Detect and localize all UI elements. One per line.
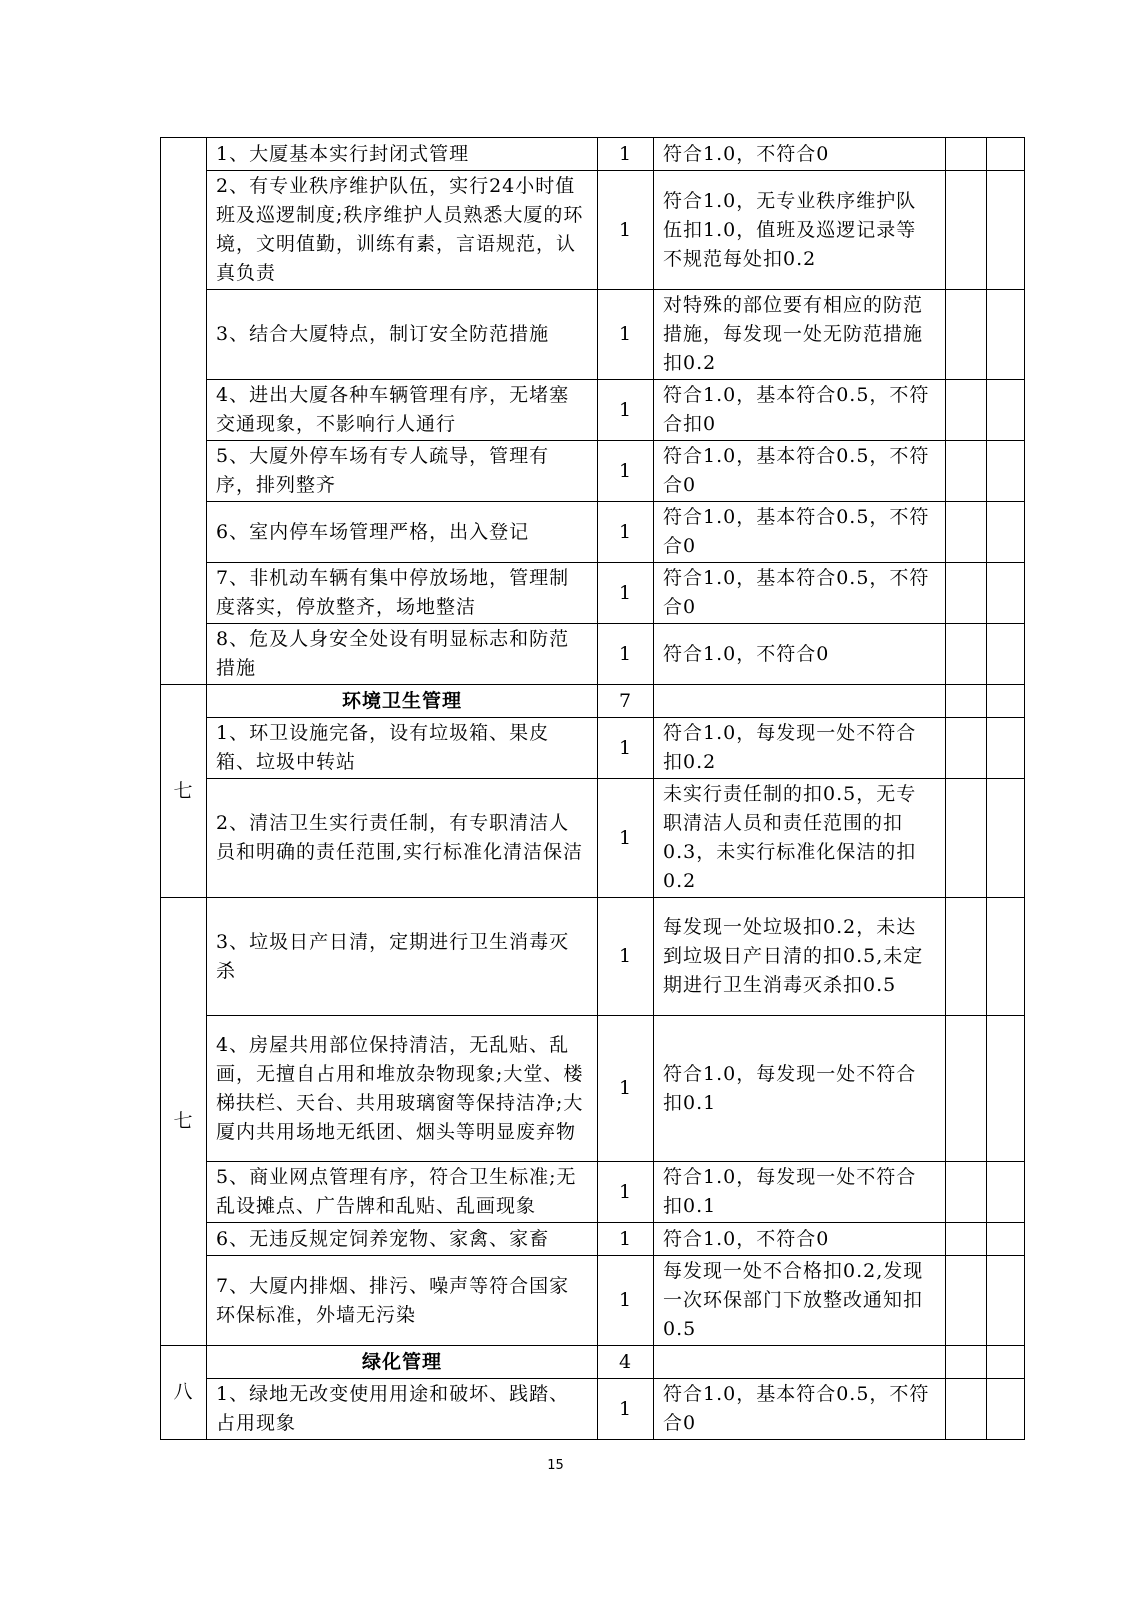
section-number: 七 [173,779,194,802]
table-row [161,171,1025,290]
criterion-cell: 3、结合大厦特点，制订安全防范措施 [207,290,598,380]
scoring-rule-cell: 符合1.0，基本符合0.5，不符合0 [654,1379,946,1440]
table-row [161,1379,1025,1440]
blank-cell [946,290,987,380]
scoring-rule-cell: 符合1.0，无专业秩序维护队伍扣1.0，值班及巡逻记录等不规范每处扣0.2 [654,171,946,290]
scoring-rule-cell: 符合1.0，每发现一处不符合扣0.1 [654,1016,946,1162]
score-cell: 1 [598,290,654,380]
section-number: 七 [173,1110,194,1132]
score-cell: 1 [598,1256,654,1346]
scoring-rule-cell [654,685,946,718]
scoring-rule-cell: 符合1.0，基本符合0.5，不符合0 [654,441,946,502]
table-row [161,380,1025,441]
scoring-rule-cell: 符合1.0，每发现一处不符合扣0.1 [654,1162,946,1223]
blank-cell [946,1379,987,1440]
blank-cell [946,171,987,290]
criterion-cell: 6、室内停车场管理严格，出入登记 [207,502,598,563]
scoring-rule-cell [654,1346,946,1379]
score-cell: 1 [598,563,654,624]
scoring-rule-cell: 符合1.0，不符合0 [654,138,946,171]
scoring-rule-cell: 符合1.0，基本符合0.5，不符合扣0 [654,380,946,441]
criterion-cell: 1、绿地无改变使用用途和破坏、践踏、占用现象 [207,1379,598,1440]
blank-cell [946,685,987,718]
blank-cell [987,1256,1025,1346]
scoring-rule-cell: 未实行责任制的扣0.5，无专职清洁人员和责任范围的扣0.3，未实行标准化保洁的扣0.2 [654,779,946,898]
blank-cell [987,138,1025,171]
score-cell: 1 [598,898,654,1016]
blank-cell [987,718,1025,779]
blank-cell [987,1016,1025,1162]
blank-cell [946,1016,987,1162]
table-row [161,563,1025,624]
criterion-cell: 2、有专业秩序维护队伍，实行24小时值班及巡逻制度;秩序维护人员熟悉大厦的环境，文明值勤，训练有素，言语规范，认真负责 [207,171,598,290]
table-row [161,502,1025,563]
score-cell: 1 [598,1162,654,1223]
blank-cell [946,898,987,1016]
blank-cell [946,502,987,563]
score-cell: 1 [598,624,654,685]
criterion-cell: 4、进出大厦各种车辆管理有序，无堵塞交通现象，不影响行人通行 [207,380,598,441]
section-heading-row [161,685,1025,718]
blank-cell [987,1162,1025,1223]
table-row [161,138,1025,171]
score-cell: 1 [598,441,654,502]
criterion-cell: 5、大厦外停车场有专人疏导，管理有序，排列整齐 [207,441,598,502]
table-row [161,1016,1025,1162]
scoring-rule-cell: 符合1.0，每发现一处不符合扣0.2 [654,718,946,779]
blank-cell [946,138,987,171]
score-cell: 1 [598,779,654,898]
table-row [161,779,1025,898]
score-cell: 1 [598,380,654,441]
blank-cell [987,1346,1025,1379]
section-score: 4 [598,1346,654,1379]
table-row [161,1256,1025,1346]
blank-cell [946,779,987,898]
scoring-rule-cell: 符合1.0，不符合0 [654,624,946,685]
blank-cell [987,290,1025,380]
section-title: 环境卫生管理 [207,685,598,718]
blank-cell [987,171,1025,290]
blank-cell [946,718,987,779]
section-number-cell [161,1346,207,1440]
section-heading-row [161,1346,1025,1379]
blank-cell [946,1346,987,1379]
blank-cell [946,380,987,441]
score-cell: 1 [598,502,654,563]
evaluation-table [160,137,1025,1440]
scoring-rule-cell: 符合1.0，基本符合0.5，不符合0 [654,563,946,624]
scoring-rule-cell: 对特殊的部位要有相应的防范措施，每发现一处无防范措施扣0.2 [654,290,946,380]
blank-cell [946,563,987,624]
page-number: 15 [547,1458,564,1473]
criterion-cell: 7、非机动车辆有集中停放场地，管理制度落实，停放整齐，场地整洁 [207,563,598,624]
section-number-cell [161,138,207,685]
table-row [161,1162,1025,1223]
scoring-rule-cell: 符合1.0，不符合0 [654,1223,946,1256]
blank-cell [946,624,987,685]
blank-cell [987,624,1025,685]
score-cell: 1 [598,138,654,171]
section-score: 7 [598,685,654,718]
blank-cell [946,441,987,502]
blank-cell [987,441,1025,502]
blank-cell [987,898,1025,1016]
table-row [161,624,1025,685]
section-number-cell [161,898,207,1346]
scoring-rule-cell: 每发现一处不合格扣0.2,发现一次环保部门下放整改通知扣0.5 [654,1256,946,1346]
blank-cell [987,685,1025,718]
scoring-rule-cell: 符合1.0，基本符合0.5，不符合0 [654,502,946,563]
criterion-cell: 6、无违反规定饲养宠物、家禽、家畜 [207,1223,598,1256]
score-cell: 1 [598,1223,654,1256]
score-cell: 1 [598,1379,654,1440]
blank-cell [987,779,1025,898]
table-row [161,441,1025,502]
criterion-cell: 1、大厦基本实行封闭式管理 [207,138,598,171]
score-cell: 1 [598,171,654,290]
table-row [161,1223,1025,1256]
blank-cell [987,1223,1025,1256]
table-row [161,898,1025,1016]
blank-cell [987,1379,1025,1440]
blank-cell [987,563,1025,624]
blank-cell [946,1223,987,1256]
section-number-cell [161,685,207,898]
criterion-cell: 5、商业网点管理有序，符合卫生标准;无乱设摊点、广告牌和乱贴、乱画现象 [207,1162,598,1223]
criterion-cell: 3、垃圾日产日清，定期进行卫生消毒灭杀 [207,898,598,1016]
table-row [161,718,1025,779]
criterion-cell: 4、房屋共用部位保持清洁，无乱贴、乱画，无擅自占用和堆放杂物现象;大堂、楼梯扶栏、天台、共用玻璃窗等保持洁净;大厦内共用场地无纸团、烟头等明显废弃物 [207,1016,598,1162]
scoring-rule-cell: 每发现一处垃圾扣0.2，未达到垃圾日产日清的扣0.5,未定期进行卫生消毒灭杀扣0.5 [654,898,946,1016]
blank-cell [987,380,1025,441]
criterion-cell: 8、危及人身安全处设有明显标志和防范措施 [207,624,598,685]
section-number: 八 [173,1381,194,1403]
criterion-cell: 7、大厦内排烟、排污、噪声等符合国家环保标准，外墙无污染 [207,1256,598,1346]
score-cell: 1 [598,718,654,779]
blank-cell [946,1256,987,1346]
section-title: 绿化管理 [207,1346,598,1379]
blank-cell [946,1162,987,1223]
table-row [161,290,1025,380]
score-cell: 1 [598,1016,654,1162]
criterion-cell: 2、清洁卫生实行责任制，有专职清洁人员和明确的责任范围,实行标准化清洁保洁 [207,779,598,898]
criterion-cell: 1、环卫设施完备，设有垃圾箱、果皮箱、垃圾中转站 [207,718,598,779]
blank-cell [987,502,1025,563]
